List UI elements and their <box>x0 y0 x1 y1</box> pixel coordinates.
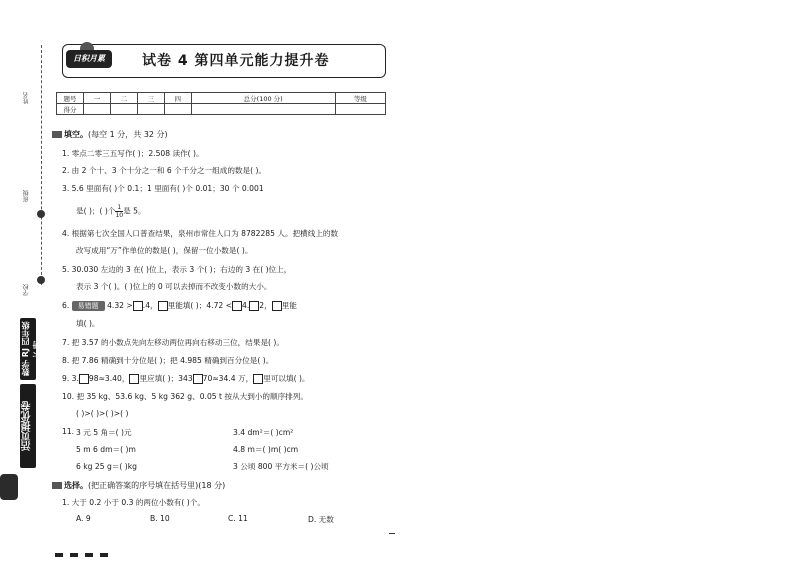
question-6-text: 里能填( )；4.72 < <box>167 301 233 310</box>
conversion-item: 5 m 6 dm＝( )m <box>76 445 136 454</box>
score-header: 题号 <box>57 93 84 104</box>
section-1-note: (每空 1 分，共 32 分) <box>88 130 168 139</box>
spine <box>20 318 41 498</box>
score-cell[interactable] <box>335 104 385 115</box>
question-9 <box>62 373 310 384</box>
question-9-text: 9. 3. <box>62 374 79 383</box>
choice-option[interactable]: C. 11 <box>228 514 248 523</box>
question-11-number: 11. <box>62 427 75 436</box>
section-1-heading <box>52 129 168 140</box>
section-marker-icon <box>52 131 62 138</box>
score-row <box>57 104 386 115</box>
question-6-line-2: 填( )。 <box>76 319 100 328</box>
question-10-line-1: 10. 把 35 kg、53.6 kg、5 kg 362 g、0.05 t 按从大到小的顺序排列。 <box>62 392 308 401</box>
conversion-item: 4.8 m＝( )m( )cm <box>233 445 299 454</box>
score-header: 四 <box>164 93 191 104</box>
crop-mark <box>100 553 108 557</box>
error-prone-tag: 易错题 <box>72 301 105 311</box>
question-5-line-1: 5. 30.030 左边的 3 在( )位上，表示 3 个( )；右边的 3 在( )位上， <box>62 265 292 274</box>
score-table <box>56 92 386 115</box>
blank-box[interactable] <box>129 374 139 384</box>
score-header: 等级 <box>335 93 385 104</box>
fraction-denominator: 10 <box>115 212 124 219</box>
spine-series: 活页提优卷 <box>20 384 36 468</box>
section-1-title: 填空。 <box>64 130 88 139</box>
page-title: 试卷 4 第四单元能力提升卷 <box>142 53 330 69</box>
question-6-number: 6. <box>62 301 70 310</box>
score-header: 一 <box>84 93 111 104</box>
crop-mark <box>55 553 63 557</box>
spine-logo <box>0 474 18 500</box>
conversion-item: 6 kg 25 g＝( )kg <box>76 462 137 471</box>
choice-question-1: 1. 大于 0.2 小于 0.3 的两位小数有( )个。 <box>62 498 205 507</box>
question-3-text: 是( )；( )个 <box>76 206 116 216</box>
score-cell[interactable] <box>84 104 111 115</box>
score-cell[interactable] <box>137 104 164 115</box>
page-mark <box>389 533 395 534</box>
section-marker-icon <box>52 482 62 489</box>
crop-mark <box>70 553 78 557</box>
blank-box[interactable] <box>133 301 143 311</box>
question-9-text: 70≈34.4 万， <box>202 374 254 383</box>
logo-text: 日积月累 <box>66 50 112 68</box>
score-cell[interactable] <box>110 104 137 115</box>
blank-box[interactable] <box>253 374 263 384</box>
question-3-line-1: 3. 5.6 里面有( )个 0.1；1 里面有( )个 0.01；30 个 0.001 <box>62 184 264 193</box>
conversion-item: 3.4 dm²＝( )cm² <box>233 428 294 437</box>
score-row-label: 得分 <box>57 104 84 115</box>
score-cell[interactable] <box>191 104 335 115</box>
question-3-text-end: 是 5。 <box>123 206 146 216</box>
question-9-text: 里可以填( )。 <box>263 374 310 383</box>
fraction-numerator: 1 <box>117 204 122 211</box>
choice-option[interactable]: D. 无数 <box>308 515 334 524</box>
logo <box>66 44 114 70</box>
question-4-line-1: 4. 根据第七次全国人口普查结果，泉州市常住人口为 8782285 人。把横线上的数 <box>62 229 339 238</box>
class-label: 班级 <box>23 190 30 202</box>
binding-line <box>41 45 42 285</box>
conversion-item: 3 元 5 角＝( )元 <box>76 428 132 437</box>
question-5-line-2: 表示 3 个( )。( )位上的 0 可以去掉而不改变小数的大小。 <box>76 282 272 291</box>
section-2-heading <box>52 480 225 491</box>
question-6-text: 4.32 > <box>107 301 133 310</box>
blank-box[interactable] <box>193 374 203 384</box>
blank-box[interactable] <box>272 301 282 311</box>
question-9-text: 98≈3.40， <box>88 374 130 383</box>
blank-box[interactable] <box>232 301 242 311</box>
question-4-line-2: 改写成用“万”作单位的数是( )，保留一位小数是( )。 <box>76 246 253 255</box>
blank-box[interactable] <box>249 301 259 311</box>
score-header-row <box>57 93 386 104</box>
score-header: 二 <box>110 93 137 104</box>
question-6 <box>62 300 297 311</box>
choice-option[interactable]: A. 9 <box>76 514 91 523</box>
spine-subject: 数学 RJ 四年级 下册 <box>20 318 36 380</box>
fraction <box>115 204 123 219</box>
question-10-line-2: ( )>( )>( )>( ) <box>76 409 129 418</box>
question-6-text: 4. <box>242 301 250 310</box>
name-label: 姓名 <box>23 92 30 104</box>
section-2-title: 选择。 <box>64 481 88 490</box>
choice-option[interactable]: B. 10 <box>150 514 170 523</box>
score-header: 总分(100 分) <box>191 93 335 104</box>
blank-box[interactable] <box>158 301 168 311</box>
question-3-line-2 <box>76 204 146 219</box>
binding-hole <box>37 210 45 218</box>
question-6-text: 2， <box>259 301 272 310</box>
crop-mark <box>85 553 93 557</box>
question-9-text: 里应填( )；343 <box>139 374 193 383</box>
question-7: 7. 把 3.57 的小数点先向左移动两位再向右移动三位，结果是( )。 <box>62 338 284 347</box>
question-6-text: 里能 <box>281 301 297 310</box>
score-header: 三 <box>137 93 164 104</box>
question-1: 1. 零点二零三五写作( )；2.508 读作( )。 <box>62 149 204 158</box>
conversion-item: 3 公顷 800 平方米＝( )公顷 <box>233 462 329 471</box>
question-8: 8. 把 7.86 精确到十分位是( )；把 4.985 精确到百分位是( )。 <box>62 356 274 365</box>
school-label: 学校 <box>23 284 30 296</box>
score-cell[interactable] <box>164 104 191 115</box>
binding-hole <box>37 276 45 284</box>
blank-box[interactable] <box>79 374 89 384</box>
question-6-text: .4， <box>142 301 158 310</box>
section-2-note: (把正确答案的序号填在括号里)(18 分) <box>88 481 226 490</box>
question-2: 2. 由 2 个十、3 个十分之一和 6 个千分之一组成的数是( )。 <box>62 166 267 175</box>
